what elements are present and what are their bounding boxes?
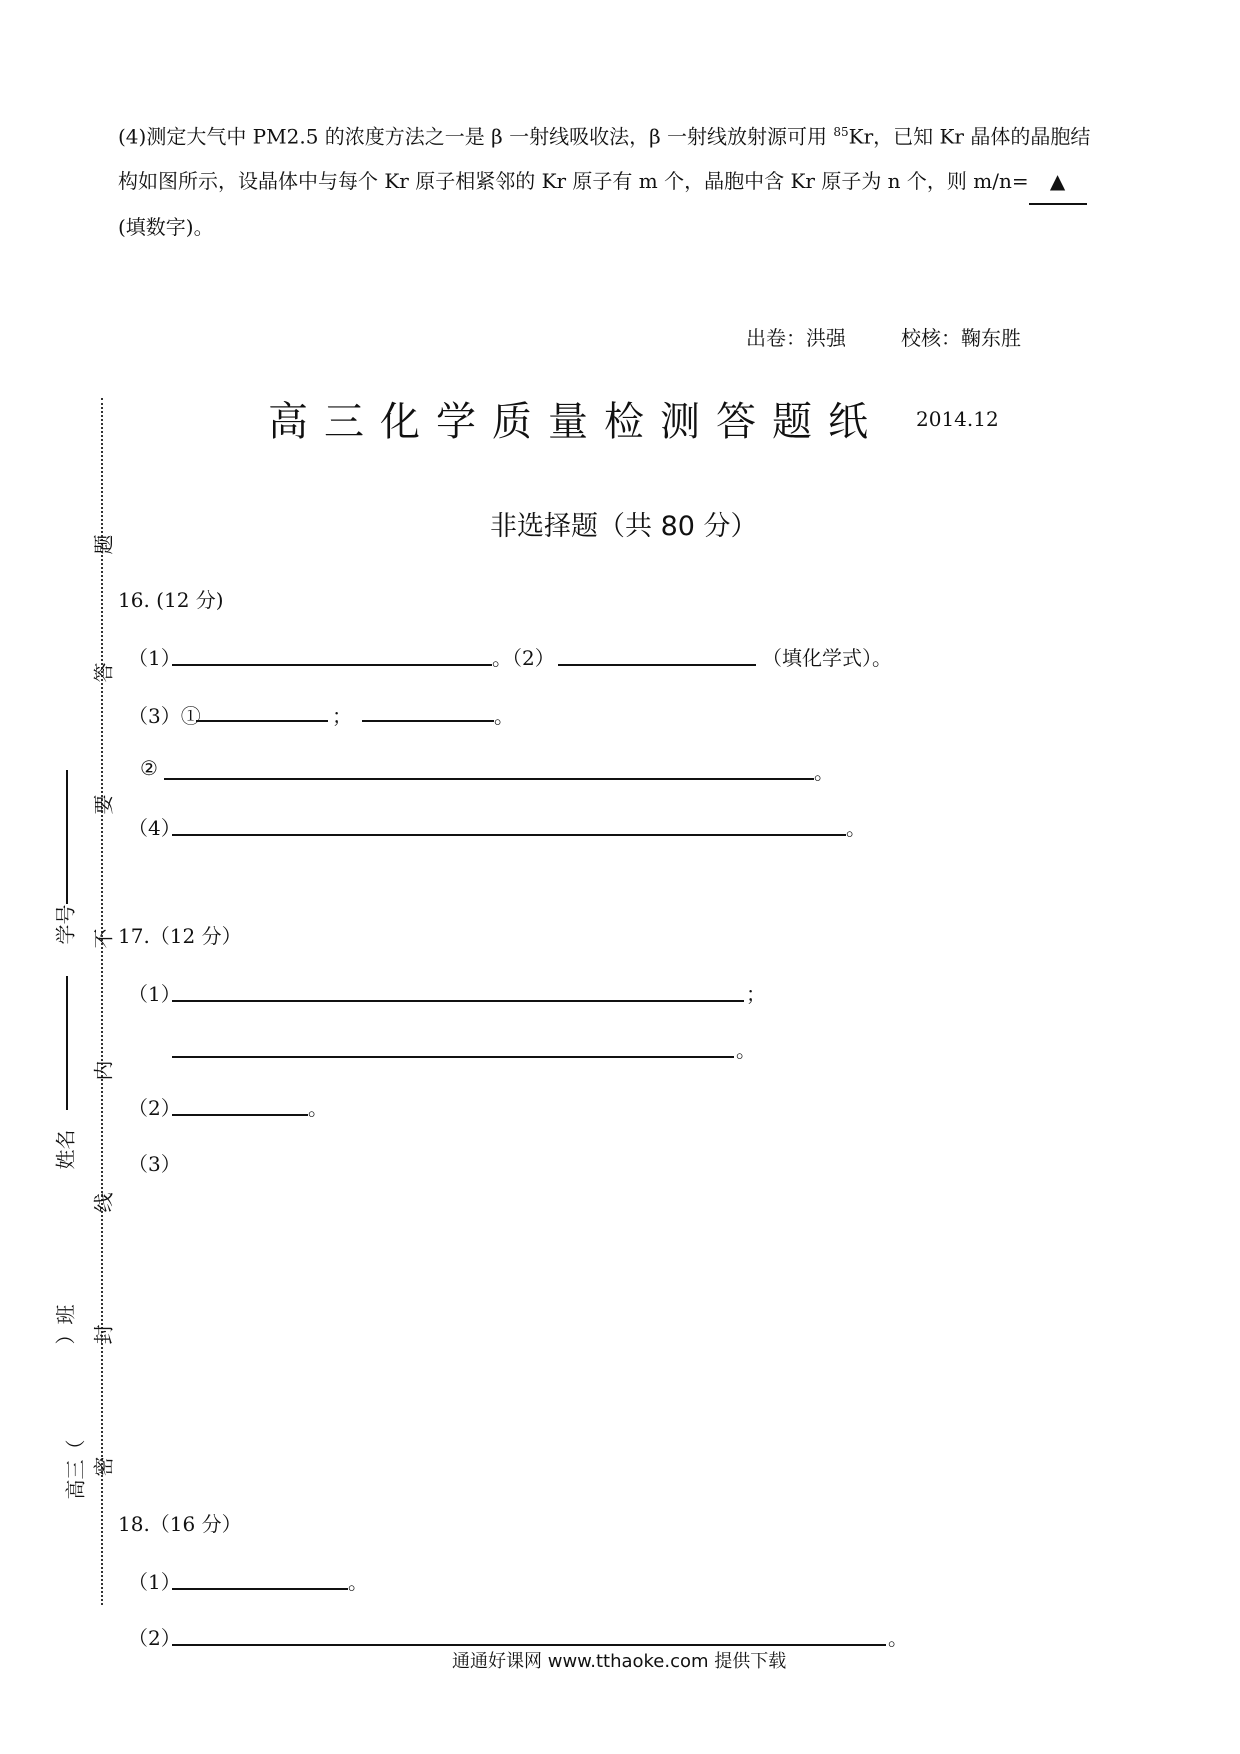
- q18-part1-label: （1）: [128, 1570, 181, 1594]
- binding-char-xian: 线: [91, 1192, 116, 1213]
- q18-heading: 18.（16 分）: [118, 1512, 242, 1536]
- binding-char-bu: 不: [91, 928, 116, 949]
- binding-char-feng: 封: [91, 1324, 116, 1345]
- binding-char-nei: 内: [91, 1060, 116, 1081]
- q16-part4-end: 。: [846, 816, 866, 840]
- section-subtitle: 非选择题（共 80 分）: [490, 511, 758, 542]
- page-title: 高三化学质量检测答题纸: [268, 399, 884, 445]
- binding-char-ti: 题: [91, 534, 116, 555]
- q17-part2-label: （2）: [128, 1096, 181, 1120]
- intro-line-2: 构如图所示，设晶体中与每个 Kr 原子相紧邻的 Kr 原子有 m 个，晶胞中含 Kr 原子为 n 个，则 m/n= ▲: [118, 159, 1148, 205]
- q16-part2-note: （填化学式）。: [762, 646, 892, 670]
- author-maker: 出卷：洪强: [746, 326, 846, 350]
- q17-part1-blank[interactable]: [172, 1000, 744, 1002]
- student-no-label: 学号: [53, 904, 78, 945]
- q16-part3b-blank[interactable]: [164, 778, 814, 780]
- q18-part2-blank[interactable]: [172, 1644, 886, 1646]
- q17-heading: 17.（12 分）: [118, 924, 242, 948]
- q16-part3b-end: 。: [814, 760, 834, 784]
- q18-part1-blank[interactable]: [172, 1588, 348, 1590]
- name-blank[interactable]: [66, 976, 68, 1110]
- author-checker: 校核：鞠东胜: [901, 326, 1021, 350]
- q16-part2-blank[interactable]: [558, 664, 756, 666]
- q16-part3-sep: ；: [332, 704, 352, 728]
- binding-char-mi: 密: [91, 1456, 116, 1477]
- triangle-marker: ▲: [1049, 168, 1066, 193]
- intro-line-1: (4)测定大气中 PM2.5 的浓度方法之一是 β 一射线吸收法，β 一射线放射源可用 $^{85}$Kr，已知 Kr 晶体的晶胞结: [118, 124, 1091, 149]
- intro-line-3: (填数字)。: [118, 214, 214, 239]
- q17-part1b-blank[interactable]: [172, 1056, 734, 1058]
- intro-paragraph: [118, 110, 1148, 249]
- q16-part2-label: 。（2）: [492, 646, 555, 670]
- q16-part3b-label: ②: [140, 756, 158, 780]
- q17-part3-label: （3）: [128, 1152, 181, 1176]
- grade-label: 高三（: [63, 1439, 88, 1500]
- answer-blank[interactable]: [1029, 159, 1087, 205]
- q16-part1-label: （1）: [128, 646, 181, 670]
- binding-char-da: 答: [91, 662, 116, 683]
- class-label: ）班: [53, 1304, 78, 1345]
- q17-part1b-end: 。: [736, 1038, 756, 1062]
- exam-date: 2014.12: [916, 407, 999, 431]
- q18-part1-end: 。: [348, 1570, 368, 1594]
- q16-part4-label: （4）: [128, 816, 181, 840]
- q17-part1-label: （1）: [128, 982, 181, 1006]
- student-no-blank[interactable]: [66, 770, 68, 904]
- q17-part1-end: ；: [746, 982, 766, 1006]
- q16-part3-end: 。: [494, 704, 514, 728]
- q16-heading: 16. (12 分): [118, 588, 224, 612]
- footer-text: 通通好课网 www.tthaoke.com 提供下载: [452, 1651, 787, 1672]
- binding-char-yao: 要: [91, 794, 116, 815]
- q16-part1-blank[interactable]: [172, 664, 492, 666]
- q18-part2-end: 。: [888, 1626, 908, 1650]
- binding-dotted-line: [101, 398, 103, 1605]
- q16-part4-blank[interactable]: [172, 834, 846, 836]
- q16-part3-blank-a[interactable]: [196, 720, 328, 722]
- q17-part2-end: 。: [308, 1096, 328, 1120]
- q18-part2-label: （2）: [128, 1626, 181, 1650]
- q16-part3-label: （3）①: [128, 704, 201, 728]
- q16-part3-blank-b[interactable]: [362, 720, 494, 722]
- q17-part2-blank[interactable]: [172, 1114, 308, 1116]
- name-label: 姓名: [53, 1129, 78, 1170]
